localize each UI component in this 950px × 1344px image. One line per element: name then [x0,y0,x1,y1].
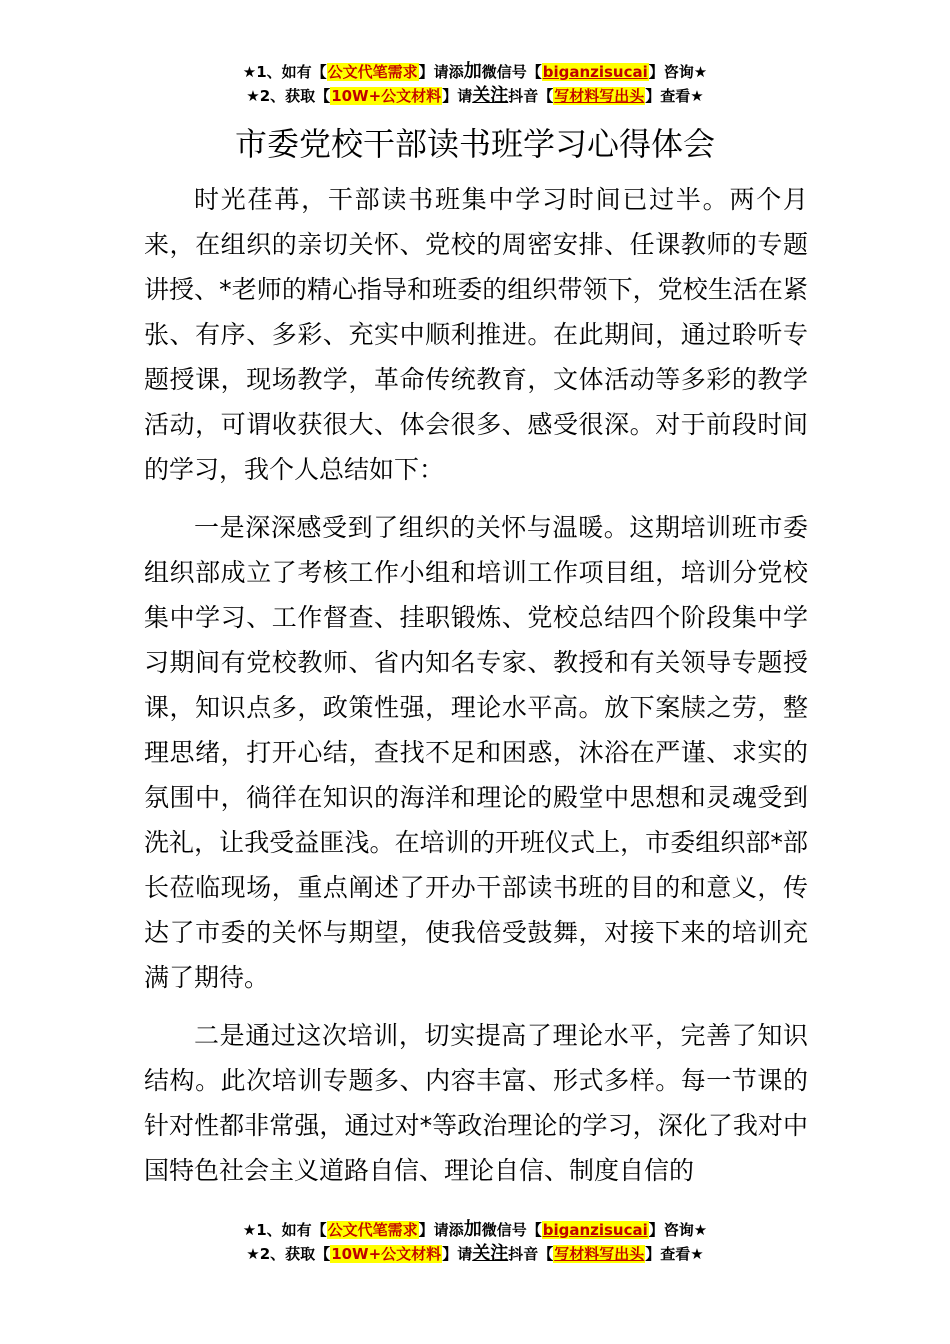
paragraph-1: 时光荏苒，干部读书班集中学习时间已过半。两个月来，在组织的亲切关怀、党校的周密安排、任课教师的专题讲授、*老师的精心指导和班委的组织带领下，党校生活在紧张、有序、多彩、充实中顺利推进。在此期间，通过聆听专题授课，现场教学，革命传统教育，文体活动等多彩的教学活动，可谓收获很大、体会很多、感受很深。对于前段时间的学习，我个人总结如下： [144,185,808,484]
promo-text: 】查看★ [645,1245,704,1263]
top-promo-banner [0,60,950,108]
promo-text: 】请 [442,87,473,105]
promo-text-emphasis: 关注 [472,1243,509,1264]
promo-highlight-materials: 10W+公文材料 [331,1245,442,1263]
promo-text: ★2、获取【 [246,87,331,105]
promo-text-emphasis: 关注 [472,85,509,106]
paragraph-3: 二是通过这次培训，切实提高了理论水平，完善了知识结构。此次培训专题多、内容丰富、形式多样。每一节课的针对性都非常强，通过对*等政治理论的学习，深化了我对中国特色社会主义道路自信、理论自信、制度自信的 [144,1021,808,1185]
promo-text: ★1、如有【 [242,1221,327,1239]
promo-text: ★2、获取【 [246,1245,331,1263]
promo-line-2 [0,84,950,108]
paragraph-2: 一是深深感受到了组织的关怀与温暖。这期培训班市委组织部成立了考核工作小组和培训工作项目组，培训分党校集中学习、工作督查、挂职锻炼、党校总结四个阶段集中学习期间有党校教师、省内知名专家、教授和有关领导专题授课，知识点多，政策性强，理论水平高。放下案牍之劳，整理思绪，打开心结，查找不足和困惑，沐浴在严谨、求实的氛围中，徜徉在知识的海洋和理论的殿堂中思想和灵魂受到洗礼，让我受益匪浅。在培训的开班仪式上，市委组织部*部长莅临现场，重点阐述了开办干部读书班的目的和意义，传达了市委的关怀与期望，使我倍受鼓舞，对接下来的培训充满了期待。 [144,513,808,992]
promo-text: 】咨询★ [648,1221,708,1239]
promo-line-1 [0,60,950,84]
document-title: 市委党校干部读书班学习心得体会 [234,125,715,163]
promo-text: 】请 [442,1245,473,1263]
promo-text: 】咨询★ [648,63,708,81]
promo-douyin-account[interactable]: 写材料写出头 [554,1245,645,1263]
bottom-promo-banner [0,1218,950,1266]
promo-text: ★1、如有【 [242,63,327,81]
promo-highlight-materials: 10W+公文材料 [331,87,442,105]
promo-wechat-id[interactable]: biganzisucai [542,63,648,81]
promo-text: 抖音【 [508,87,554,105]
promo-text: 】请添 [418,63,464,81]
promo-text: 抖音【 [508,1245,554,1263]
promo-text: 微信号【 [481,63,542,81]
promo-text-emphasis: 加 [463,1219,482,1240]
document-body [144,177,808,1206]
promo-douyin-account[interactable]: 写材料写出头 [554,87,645,105]
promo-line-1 [0,1218,950,1242]
promo-highlight-service: 公文代笔需求 [327,1221,418,1239]
promo-wechat-id[interactable]: biganzisucai [542,1221,648,1239]
promo-text: 】请添 [418,1221,464,1239]
promo-highlight-service: 公文代笔需求 [327,63,418,81]
promo-text: 】查看★ [645,87,704,105]
promo-line-2 [0,1242,950,1266]
promo-text: 微信号【 [481,1221,542,1239]
promo-text-emphasis: 加 [463,61,482,82]
